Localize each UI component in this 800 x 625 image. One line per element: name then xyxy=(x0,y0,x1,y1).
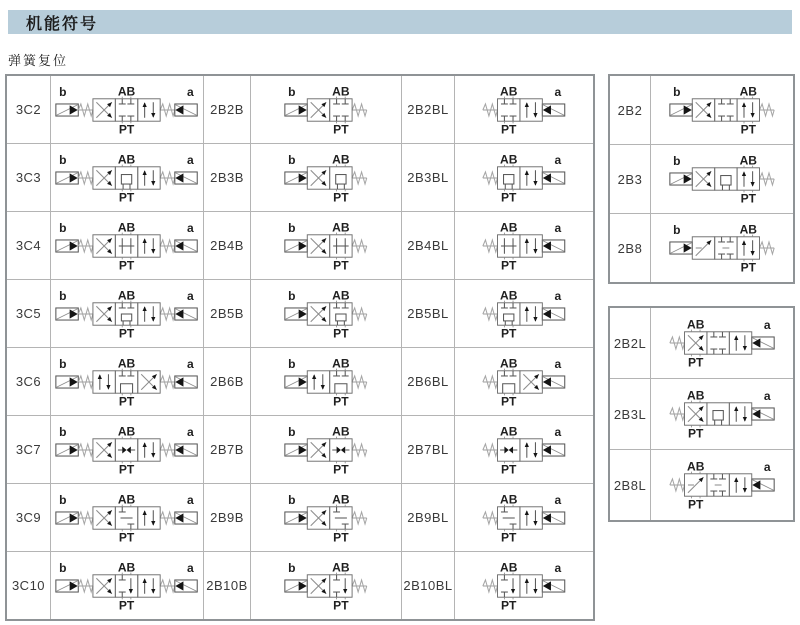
valve-symbol-3C6 xyxy=(55,357,198,407)
valve-symbol-2B7B xyxy=(284,425,368,475)
label-a: a xyxy=(187,560,195,575)
label-AB: AB xyxy=(687,389,705,403)
valve-symbol-2B10BL xyxy=(482,561,566,611)
code-cell-2B8L: 2B8L xyxy=(610,450,650,520)
label-PT: PT xyxy=(333,461,349,475)
symbol-cell-3C10 xyxy=(51,552,203,619)
label-PT: PT xyxy=(333,257,349,271)
valve-symbol-2B2B xyxy=(284,85,368,135)
label-b: b xyxy=(288,152,296,167)
symbol-cell-2B6BL xyxy=(455,348,593,415)
label-PT: PT xyxy=(119,121,135,135)
code-cell-2B4B: 2B4B xyxy=(204,212,250,279)
symbol-cell-2B4B xyxy=(251,212,401,279)
right-top-symbol-table xyxy=(608,74,795,284)
label-AB: AB xyxy=(687,318,705,332)
symbol-cell-2B2 xyxy=(651,76,793,144)
label-a: a xyxy=(187,220,195,235)
symbol-cell-2B4BL xyxy=(455,212,593,279)
symbol-cell-2B3L xyxy=(651,379,793,449)
valve-symbol-2B2 xyxy=(669,85,775,135)
label-AB: AB xyxy=(118,492,136,506)
code-cell-2B6B: 2B6B xyxy=(204,348,250,415)
symbol-cell-2B2B xyxy=(251,76,401,143)
symbol-cell-2B2L xyxy=(651,308,793,378)
label-a: a xyxy=(187,424,195,439)
code-cell-2B2L: 2B2L xyxy=(610,308,650,378)
label-a: a xyxy=(554,220,562,235)
label-b: b xyxy=(673,154,681,169)
label-b: b xyxy=(59,560,67,575)
code-cell-3C10: 3C10 xyxy=(7,552,50,619)
code-cell-2B6BL: 2B6BL xyxy=(402,348,454,415)
valve-symbol-3C10 xyxy=(55,561,198,611)
label-a: a xyxy=(763,389,771,404)
symbol-cell-2B5BL xyxy=(455,280,593,347)
label-AB: AB xyxy=(118,152,136,166)
right-bottom-symbol-table xyxy=(608,306,795,522)
code-cell-3C2: 3C2 xyxy=(7,76,50,143)
code-cell-2B4BL: 2B4BL xyxy=(402,212,454,279)
valve-symbol-3C4 xyxy=(55,221,198,271)
label-PT: PT xyxy=(501,121,517,135)
valve-symbol-2B5BL xyxy=(482,289,566,339)
label-AB: AB xyxy=(500,220,518,234)
label-PT: PT xyxy=(119,393,135,407)
label-b: b xyxy=(59,424,67,439)
valve-symbol-2B4BL xyxy=(482,221,566,271)
code-cell-2B5BL: 2B5BL xyxy=(402,280,454,347)
symbol-cell-3C3 xyxy=(51,144,203,211)
symbol-cell-3C5 xyxy=(51,280,203,347)
code-cell-2B2: 2B2 xyxy=(610,76,650,144)
label-PT: PT xyxy=(740,122,756,135)
section-title: 机能符号 xyxy=(26,15,99,33)
label-AB: AB xyxy=(500,356,518,370)
label-b: b xyxy=(59,220,67,235)
label-AB: AB xyxy=(500,492,518,506)
valve-symbol-2B6B xyxy=(284,357,368,407)
label-b: b xyxy=(59,356,67,371)
code-cell-2B10B: 2B10B xyxy=(204,552,250,619)
valve-symbol-2B4B xyxy=(284,221,368,271)
label-b: b xyxy=(673,223,681,238)
code-cell-2B3BL: 2B3BL xyxy=(402,144,454,211)
valve-symbol-2B3L xyxy=(669,389,775,439)
valve-symbol-2B2L xyxy=(669,318,775,368)
valve-symbol-3C7 xyxy=(55,425,198,475)
label-b: b xyxy=(673,85,681,100)
valve-symbol-2B9B xyxy=(284,493,368,543)
label-PT: PT xyxy=(333,325,349,339)
label-PT: PT xyxy=(688,426,704,439)
label-b: b xyxy=(288,492,296,507)
label-PT: PT xyxy=(333,189,349,203)
label-PT: PT xyxy=(740,260,756,273)
label-a: a xyxy=(554,356,562,371)
label-PT: PT xyxy=(688,497,704,510)
label-a: a xyxy=(187,152,195,167)
symbol-cell-2B9B xyxy=(251,484,401,551)
valve-symbol-2B10B xyxy=(284,561,368,611)
label-PT: PT xyxy=(119,597,135,611)
label-AB: AB xyxy=(332,560,350,574)
label-PT: PT xyxy=(333,393,349,407)
valve-symbol-3C2 xyxy=(55,85,198,135)
symbol-cell-3C6 xyxy=(51,348,203,415)
code-cell-3C7: 3C7 xyxy=(7,416,50,483)
label-PT: PT xyxy=(333,597,349,611)
valve-symbol-2B2BL xyxy=(482,85,566,135)
label-AB: AB xyxy=(118,288,136,302)
symbol-cell-2B3BL xyxy=(455,144,593,211)
label-AB: AB xyxy=(118,84,136,98)
code-cell-2B9B: 2B9B xyxy=(204,484,250,551)
label-PT: PT xyxy=(119,529,135,543)
code-cell-3C4: 3C4 xyxy=(7,212,50,279)
label-b: b xyxy=(288,356,296,371)
symbol-cell-2B8L xyxy=(651,450,793,520)
label-a: a xyxy=(554,84,562,99)
code-cell-3C5: 3C5 xyxy=(7,280,50,347)
label-AB: AB xyxy=(332,424,350,438)
label-AB: AB xyxy=(118,560,136,574)
label-AB: AB xyxy=(687,460,705,474)
label-AB: AB xyxy=(118,424,136,438)
label-a: a xyxy=(554,288,562,303)
label-AB: AB xyxy=(739,85,757,99)
symbol-cell-2B10B xyxy=(251,552,401,619)
label-AB: AB xyxy=(500,152,518,166)
label-a: a xyxy=(763,460,771,475)
symbol-cell-3C4 xyxy=(51,212,203,279)
label-AB: AB xyxy=(332,84,350,98)
label-PT: PT xyxy=(501,189,517,203)
symbol-cell-2B10BL xyxy=(455,552,593,619)
code-cell-2B5B: 2B5B xyxy=(204,280,250,347)
symbol-cell-2B9BL xyxy=(455,484,593,551)
label-AB: AB xyxy=(739,223,757,237)
code-cell-3C9: 3C9 xyxy=(7,484,50,551)
symbol-cell-2B7B xyxy=(251,416,401,483)
valve-symbol-2B5B xyxy=(284,289,368,339)
label-AB: AB xyxy=(739,154,757,168)
symbol-cell-3C9 xyxy=(51,484,203,551)
spring-return-subtitle: 弹簧复位 xyxy=(8,53,69,68)
label-b: b xyxy=(288,424,296,439)
label-b: b xyxy=(288,560,296,575)
symbol-cell-2B2BL xyxy=(455,76,593,143)
label-PT: PT xyxy=(740,191,756,204)
code-cell-2B3L: 2B3L xyxy=(610,379,650,449)
code-cell-2B9BL: 2B9BL xyxy=(402,484,454,551)
valve-symbol-2B3B xyxy=(284,153,368,203)
code-cell-2B3B: 2B3B xyxy=(204,144,250,211)
main-symbol-table xyxy=(5,74,595,621)
valve-symbol-2B7BL xyxy=(482,425,566,475)
label-PT: PT xyxy=(501,393,517,407)
valve-symbol-3C5 xyxy=(55,289,198,339)
label-a: a xyxy=(763,318,771,333)
label-PT: PT xyxy=(501,529,517,543)
label-AB: AB xyxy=(332,220,350,234)
code-cell-3C6: 3C6 xyxy=(7,348,50,415)
code-cell-2B7B: 2B7B xyxy=(204,416,250,483)
label-AB: AB xyxy=(500,560,518,574)
label-AB: AB xyxy=(118,356,136,370)
label-PT: PT xyxy=(501,325,517,339)
label-AB: AB xyxy=(332,492,350,506)
label-b: b xyxy=(288,220,296,235)
label-PT: PT xyxy=(501,597,517,611)
label-AB: AB xyxy=(118,220,136,234)
label-a: a xyxy=(187,288,195,303)
symbol-cell-2B8 xyxy=(651,214,793,282)
label-PT: PT xyxy=(119,257,135,271)
valve-symbol-2B3BL xyxy=(482,153,566,203)
valve-symbol-2B8L xyxy=(669,460,775,510)
valve-symbol-2B8 xyxy=(669,223,775,273)
symbol-cell-2B3 xyxy=(651,145,793,213)
symbol-cell-2B7BL xyxy=(455,416,593,483)
valve-symbol-3C9 xyxy=(55,493,198,543)
symbol-cell-2B6B xyxy=(251,348,401,415)
section-header-bar xyxy=(8,10,792,34)
label-a: a xyxy=(554,152,562,167)
label-b: b xyxy=(59,288,67,303)
label-PT: PT xyxy=(119,325,135,339)
label-AB: AB xyxy=(500,424,518,438)
label-AB: AB xyxy=(500,288,518,302)
code-cell-2B2B: 2B2B xyxy=(204,76,250,143)
label-a: a xyxy=(187,356,195,371)
label-AB: AB xyxy=(332,356,350,370)
valve-symbol-3C3 xyxy=(55,153,198,203)
valve-symbol-2B6BL xyxy=(482,357,566,407)
label-b: b xyxy=(59,84,67,99)
label-a: a xyxy=(554,492,562,507)
code-cell-3C3: 3C3 xyxy=(7,144,50,211)
code-cell-2B3: 2B3 xyxy=(610,145,650,213)
label-PT: PT xyxy=(119,189,135,203)
label-b: b xyxy=(288,288,296,303)
label-a: a xyxy=(187,492,195,507)
label-AB: AB xyxy=(500,84,518,98)
label-b: b xyxy=(59,492,67,507)
code-cell-2B7BL: 2B7BL xyxy=(402,416,454,483)
label-PT: PT xyxy=(501,461,517,475)
label-PT: PT xyxy=(333,121,349,135)
label-PT: PT xyxy=(501,257,517,271)
label-PT: PT xyxy=(119,461,135,475)
label-b: b xyxy=(59,152,67,167)
label-a: a xyxy=(554,560,562,575)
code-cell-2B2BL: 2B2BL xyxy=(402,76,454,143)
symbol-cell-2B5B xyxy=(251,280,401,347)
label-AB: AB xyxy=(332,288,350,302)
label-AB: AB xyxy=(332,152,350,166)
valve-symbol-2B3 xyxy=(669,154,775,204)
symbol-cell-3C2 xyxy=(51,76,203,143)
label-a: a xyxy=(187,84,195,99)
label-a: a xyxy=(554,424,562,439)
code-cell-2B8: 2B8 xyxy=(610,214,650,282)
label-b: b xyxy=(288,84,296,99)
symbol-cell-3C7 xyxy=(51,416,203,483)
valve-symbol-2B9BL xyxy=(482,493,566,543)
label-PT: PT xyxy=(688,355,704,368)
label-PT: PT xyxy=(333,529,349,543)
code-cell-2B10BL: 2B10BL xyxy=(402,552,454,619)
symbol-cell-2B3B xyxy=(251,144,401,211)
